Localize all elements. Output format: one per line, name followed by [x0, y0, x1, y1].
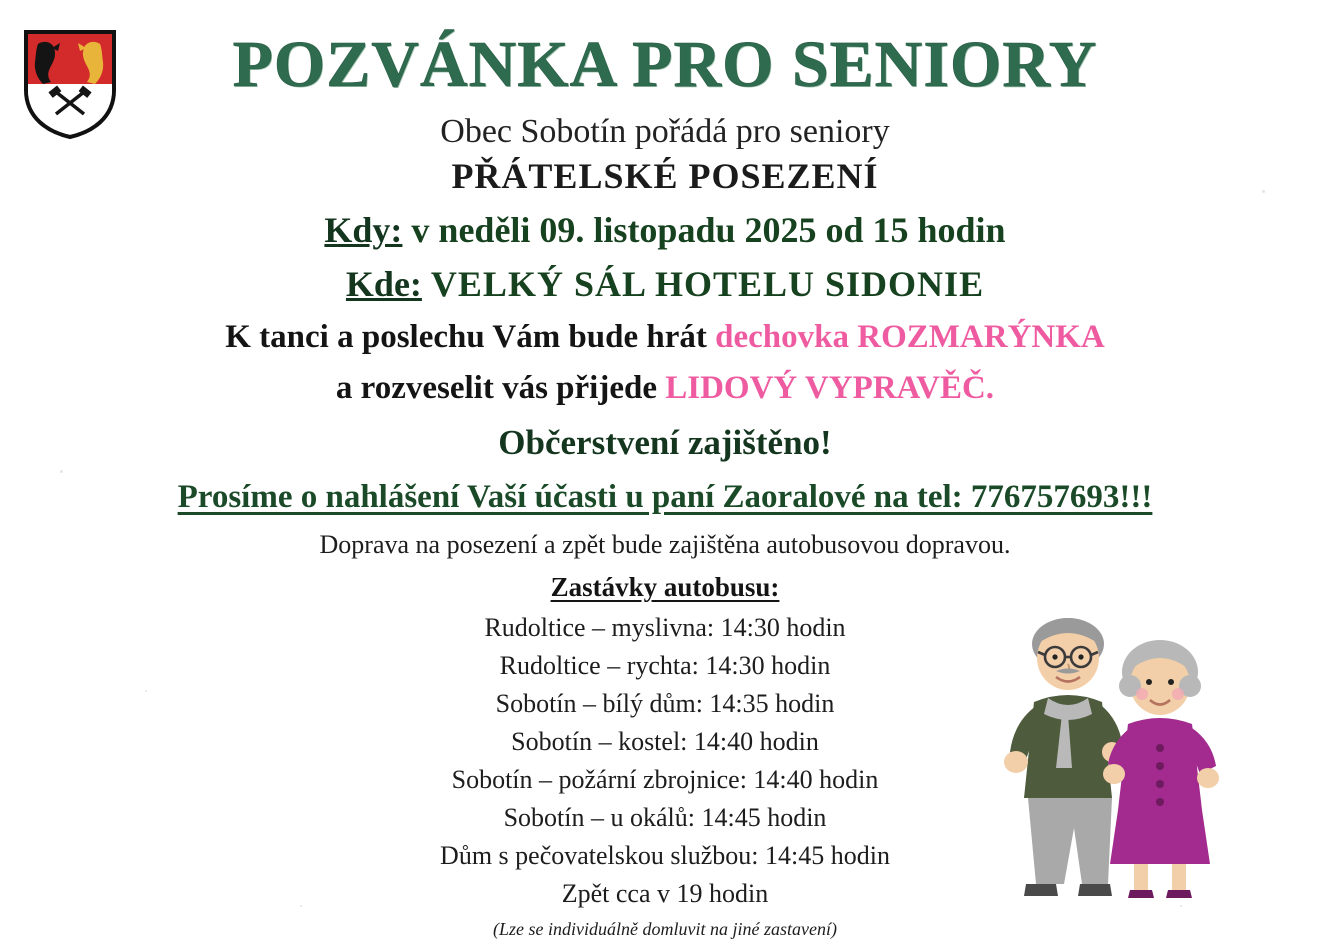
scan-speck	[1262, 190, 1265, 193]
list-item: Sobotín – u okálů: 14:45 hodin	[503, 803, 827, 833]
transport-note: Doprava na posezení a zpět bude zajištěna autobusovou dopravou.	[319, 530, 1011, 560]
scan-speck	[145, 690, 147, 692]
when-value: v neděli 09. listopadu 2025 od 15 hodin	[411, 210, 1006, 251]
scan-speck	[60, 470, 63, 473]
footnote: (Lze se individuálně domluvit na jiné zastavení)	[493, 918, 837, 939]
return-time: Zpět cca v 19 hodin	[561, 878, 769, 908]
event-name: PŘÁTELSKÉ POSEZENÍ	[451, 156, 879, 197]
list-item: Rudoltice – myslivna: 14:30 hodin	[484, 613, 846, 643]
list-item: Dům s pečovatelskou službou: 14:45 hodin	[440, 841, 890, 871]
storyteller-prefix: a rozveselit vás přijede	[335, 370, 666, 407]
list-item: Sobotín – požární zbrojnice: 14:40 hodin	[451, 765, 879, 795]
bus-stops-title: Zastávky autobusu:	[550, 572, 780, 603]
list-item: Sobotín – bílý dům: 14:35 hodin	[495, 689, 835, 719]
where-label: Kde:	[345, 264, 422, 305]
list-item: Rudoltice – rychta: 14:30 hodin	[499, 651, 831, 681]
refreshments-line: Občerstvení zajištěno!	[498, 423, 832, 463]
event-where-line	[30, 263, 1300, 305]
music-prefix: K tanci a poslechu Vám bude hrát	[225, 319, 716, 356]
organizer-line: Obec Sobotín pořádá pro seniory	[440, 113, 890, 151]
page-title: POZVÁNKA PRO SENIORY	[232, 28, 1098, 101]
list-item: Sobotín – kostel: 14:40 hodin	[511, 727, 819, 757]
elderly-couple-illustration	[982, 602, 1252, 902]
coat-of-arms-icon	[22, 28, 118, 140]
scan-speck	[1180, 905, 1182, 907]
music-highlight: dechovka ROZMARÝNKA	[715, 319, 1105, 356]
music-line	[30, 319, 1300, 356]
storyteller-line	[30, 370, 1300, 407]
rsvp-line: Prosíme o nahlášení Vaší účasti u paní Zaoralové na tel: 776757693!!!	[177, 479, 1153, 516]
where-value: VELKÝ SÁL HOTELU SIDONIE	[430, 264, 985, 305]
when-label: Kdy:	[324, 210, 403, 251]
event-when-line	[30, 209, 1300, 251]
scan-speck	[300, 905, 302, 907]
storyteller-highlight: LIDOVÝ VYPRAVĚČ.	[665, 370, 995, 407]
